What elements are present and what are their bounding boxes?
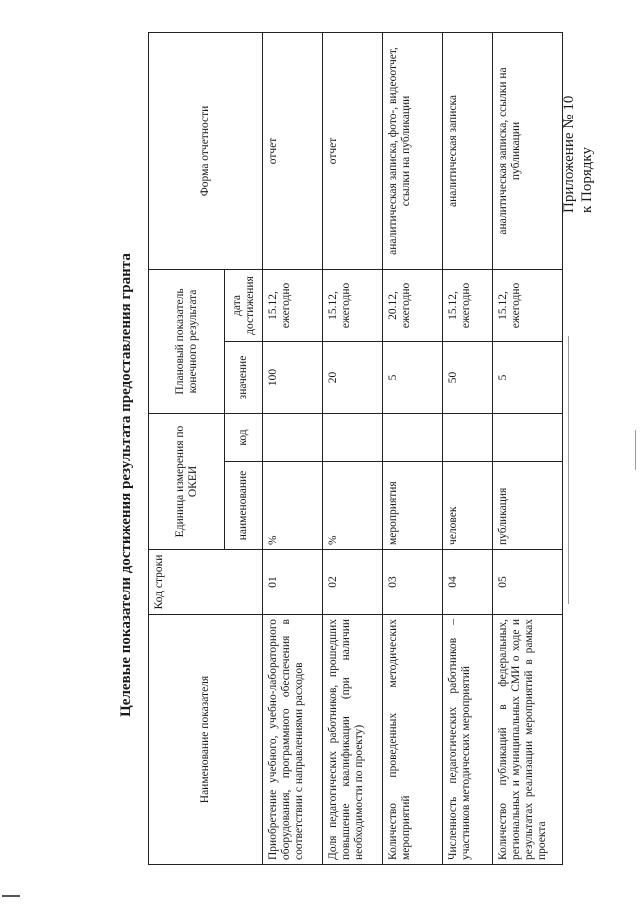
- table-row: [383, 32, 443, 864]
- report-form-cell: аналитическая записка, ссылки на публикации: [493, 32, 563, 269]
- plan-value-cell: 100: [263, 342, 323, 414]
- unit-name-cell: %: [323, 462, 383, 550]
- header-report-form: Форма отчетности: [149, 32, 263, 269]
- indicator-name-cell: Количество публикаций в федеральных, региональных и муниципальных СМИ о ходе и результатах реализации мероприятий в рамках проекта: [493, 615, 563, 865]
- plan-value-cell: 20: [323, 342, 383, 414]
- indicator-name-cell: Численность педагогических работников – участников методических мероприятий: [443, 615, 493, 865]
- unit-code-cell: [443, 414, 493, 462]
- plan-value-cell: 5: [493, 342, 563, 414]
- row-code-cell: 03: [383, 550, 443, 615]
- header-plan-group: Плановый показатель конечного результата: [149, 269, 225, 413]
- header-indicator-name: Наименование показателя: [149, 615, 263, 865]
- appendix-header: [560, 33, 596, 213]
- unit-code-cell: [263, 414, 323, 462]
- indicator-name-cell: Доля педагогических работников, прошедших повышение квалификации (при наличии необходимости по проекту): [323, 615, 383, 865]
- table-row: [493, 32, 563, 864]
- appendix-number: Приложение № 10: [561, 95, 577, 213]
- unit-name-cell: человек: [443, 462, 493, 550]
- unit-name-cell: мероприятия: [383, 462, 443, 550]
- report-form-cell: аналитическая записка: [443, 32, 493, 269]
- header-unit-name: наименование: [225, 462, 263, 550]
- plan-value-cell: 5: [383, 342, 443, 414]
- report-form-cell: отчет: [323, 32, 383, 269]
- table-row: [323, 32, 383, 864]
- header-row-code: Код строки: [149, 550, 263, 615]
- report-form-cell: аналитическая записка, фото-, видеоотчет, ссылки на публикации: [383, 32, 443, 269]
- row-code-cell: 04: [443, 550, 493, 615]
- unit-code-cell: [383, 414, 443, 462]
- indicator-name-cell: Количество проведенных методических мероприятий: [383, 615, 443, 865]
- plan-value-cell: 50: [443, 342, 493, 414]
- indicators-table: [148, 32, 563, 865]
- table-row: [263, 32, 323, 864]
- header-plan-value: значение: [225, 342, 263, 414]
- document-title: Целевые показатели достижения результата предоставления гранта: [118, 253, 134, 717]
- table-header-row: [149, 32, 225, 864]
- row-code-cell: 01: [263, 550, 323, 615]
- unit-code-cell: [323, 414, 383, 462]
- plan-date-cell: 15.12, ежегодно: [443, 269, 493, 341]
- appendix-reference: к Порядку: [579, 147, 595, 213]
- header-unit-group: Единица измерения по ОКЕИ: [149, 414, 225, 550]
- unit-code-cell: [493, 414, 563, 462]
- row-code-cell: 05: [493, 550, 563, 615]
- indicator-name-cell: Приобретение учебного, учебно-лабораторного оборудования, программного обеспечения в соответствии с направлениями расходов: [263, 615, 323, 865]
- report-form-cell: отчет: [263, 32, 323, 269]
- plan-date-cell: 20.12, ежегодно: [383, 269, 443, 341]
- table-row: [443, 32, 493, 864]
- plan-date-cell: 15.12, ежегодно: [493, 269, 563, 341]
- header-unit-code: код: [225, 414, 263, 462]
- plan-date-cell: 15.12, ежегодно: [323, 269, 383, 341]
- row-code-cell: 02: [323, 550, 383, 615]
- plan-date-cell: 15.12, ежегодно: [263, 269, 323, 341]
- unit-name-cell: %: [263, 462, 323, 550]
- header-plan-date: дата достижения: [225, 269, 263, 341]
- unit-name-cell: публикация: [493, 462, 563, 550]
